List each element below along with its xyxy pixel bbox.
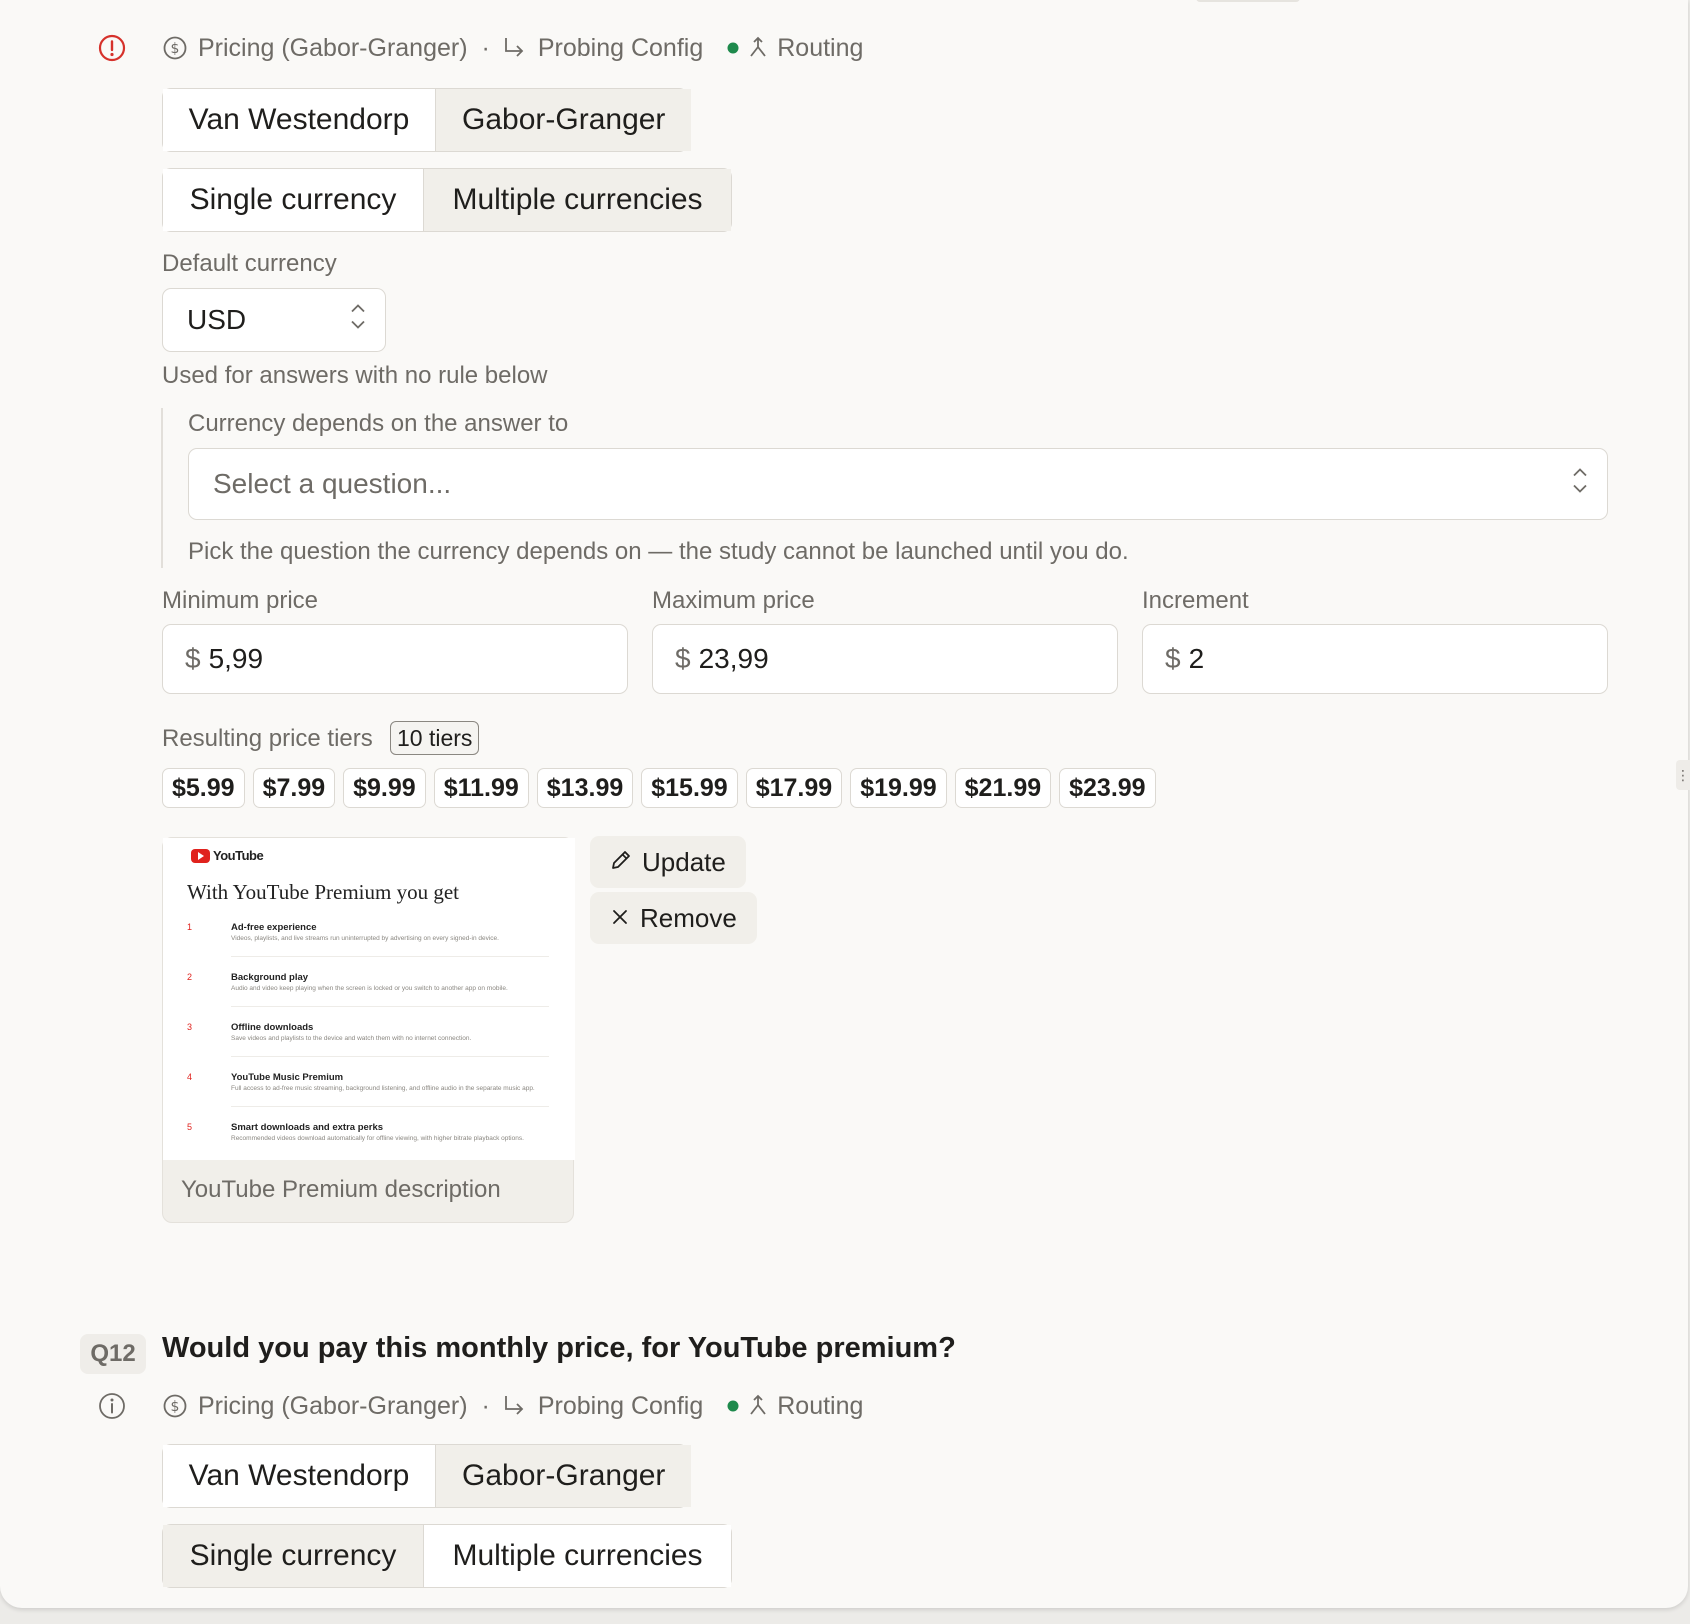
currency-mode-multiple[interactable]: Multiple currencies	[423, 1525, 731, 1587]
increment-value: 2	[1188, 643, 1205, 674]
default-currency-label: Default currency	[162, 250, 337, 277]
dollar-circle-icon	[162, 35, 188, 61]
youtube-logo: YouTube	[191, 848, 263, 863]
dollar-circle-icon	[162, 1393, 188, 1419]
min-price-value: 5,99	[208, 643, 264, 674]
select-chevrons-icon	[349, 300, 367, 341]
price-tier-chip: $19.99	[850, 768, 946, 808]
meta-separator: ·	[481, 1391, 490, 1420]
currency-mode-single[interactable]: Single currency	[163, 1525, 423, 1587]
routing-status-dot	[727, 1400, 739, 1412]
routing-status-dot	[727, 42, 739, 54]
media-caption: YouTube Premium description	[181, 1176, 501, 1203]
price-tier-chip: $9.99	[343, 768, 426, 808]
min-price-label: Minimum price	[162, 587, 319, 614]
price-tier-chip: $5.99	[162, 768, 245, 808]
currency-symbol: $	[185, 643, 201, 674]
price-tier-chip: $21.99	[955, 768, 1051, 808]
currency-mode-multiple[interactable]: Multiple currencies	[423, 169, 731, 231]
max-price-label: Maximum price	[652, 587, 815, 614]
pricing-method-toggle	[162, 88, 688, 152]
update-media-button[interactable]: Update	[590, 836, 746, 888]
method-option-gabor-granger[interactable]: Gabor-Granger	[435, 1445, 691, 1507]
remove-media-button[interactable]: Remove	[590, 892, 757, 944]
routing-split-icon	[747, 1394, 769, 1418]
probing-config-link[interactable]: Probing Config	[537, 1391, 704, 1420]
preview-title: With YouTube Premium you get	[187, 880, 459, 904]
increment-label: Increment	[1142, 587, 1249, 614]
price-tier-chip: $7.99	[253, 768, 336, 808]
pencil-icon	[610, 847, 632, 878]
price-tier-chip: $17.99	[746, 768, 842, 808]
side-panel-handle[interactable]: ⋮	[1676, 760, 1690, 790]
routing-link[interactable]: Routing	[777, 33, 864, 62]
svg-text:$: $	[170, 41, 180, 57]
meta-separator: ·	[481, 33, 490, 62]
tier-count-badge: 10 tiers	[390, 721, 479, 755]
method-option-van-westendorp[interactable]: Van Westendorp	[163, 89, 435, 151]
price-tier-chip: $23.99	[1059, 768, 1155, 808]
pricing-type-label: Pricing (Gabor-Granger)	[198, 1391, 468, 1420]
dependency-placeholder: Select a question...	[213, 468, 452, 499]
media-attachment-card	[162, 837, 574, 1223]
dependency-question-select[interactable]	[188, 448, 1608, 520]
currency-mode-toggle	[162, 168, 732, 232]
probing-config-link[interactable]: Probing Config	[537, 33, 704, 62]
currency-symbol: $	[1165, 643, 1181, 674]
default-currency-value: USD	[187, 304, 247, 335]
price-tier-chip: $15.99	[641, 768, 737, 808]
price-tiers-label: Resulting price tiers	[162, 725, 373, 752]
top-tab-edge	[1196, 0, 1300, 2]
routing-link[interactable]: Routing	[777, 1391, 864, 1420]
increment-input[interactable]	[1142, 624, 1608, 694]
dependency-hint: Pick the question the currency depends on — the study cannot be launched until you do.	[188, 538, 1129, 565]
question-number-badge: Q12	[80, 1334, 146, 1374]
select-chevrons-icon	[1571, 464, 1589, 505]
corner-down-right-icon	[502, 1393, 526, 1419]
dependency-label: Currency depends on the answer to	[188, 410, 569, 437]
svg-text:$: $	[170, 1399, 180, 1415]
alert-circle-icon	[97, 33, 127, 63]
rule-indent-line	[161, 408, 163, 568]
max-price-value: 23,99	[698, 643, 769, 674]
question-meta-row	[162, 28, 863, 68]
close-icon	[610, 903, 630, 934]
currency-mode-toggle	[162, 1524, 732, 1588]
info-circle-icon[interactable]	[97, 1391, 127, 1421]
pricing-method-toggle	[162, 1444, 688, 1508]
default-currency-select[interactable]	[162, 288, 386, 352]
currency-symbol: $	[675, 643, 691, 674]
media-preview-image: YouTube With YouTube Premium you get 1 Ad-free experience Videos, playlists, and live streams run uninterrupted by advertising on every signed-in device. 2 Background play Audio and video keep playing when the screen is locked or you switch to another app on mobile. 3 Offline downloads Save videos and playlists to the device and watch them with no internet connection. 4 YouTube Music Premium Full access to ad-free music streaming, background listening, and offline audio in the separate music app. 5 Smart downloads and extra perks Recommended videos download automatically for offline viewing, with higher bitrate playback options.	[163, 838, 575, 1160]
routing-split-icon	[747, 36, 769, 60]
question-meta-row	[162, 1386, 863, 1426]
price-tier-chip: $13.99	[537, 768, 633, 808]
price-tier-chip: $11.99	[434, 768, 529, 808]
currency-mode-single[interactable]: Single currency	[163, 169, 423, 231]
method-option-gabor-granger[interactable]: Gabor-Granger	[435, 89, 691, 151]
method-option-van-westendorp[interactable]: Van Westendorp	[163, 1445, 435, 1507]
pricing-type-label: Pricing (Gabor-Granger)	[198, 33, 468, 62]
corner-down-right-icon	[502, 35, 526, 61]
min-price-input[interactable]	[162, 624, 628, 694]
youtube-play-icon	[191, 849, 210, 863]
price-tier-list	[162, 768, 1156, 808]
question-title[interactable]: Would you pay this monthly price, for YouTube premium?	[162, 1332, 956, 1364]
max-price-input[interactable]	[652, 624, 1118, 694]
default-currency-hint: Used for answers with no rule below	[162, 362, 548, 389]
